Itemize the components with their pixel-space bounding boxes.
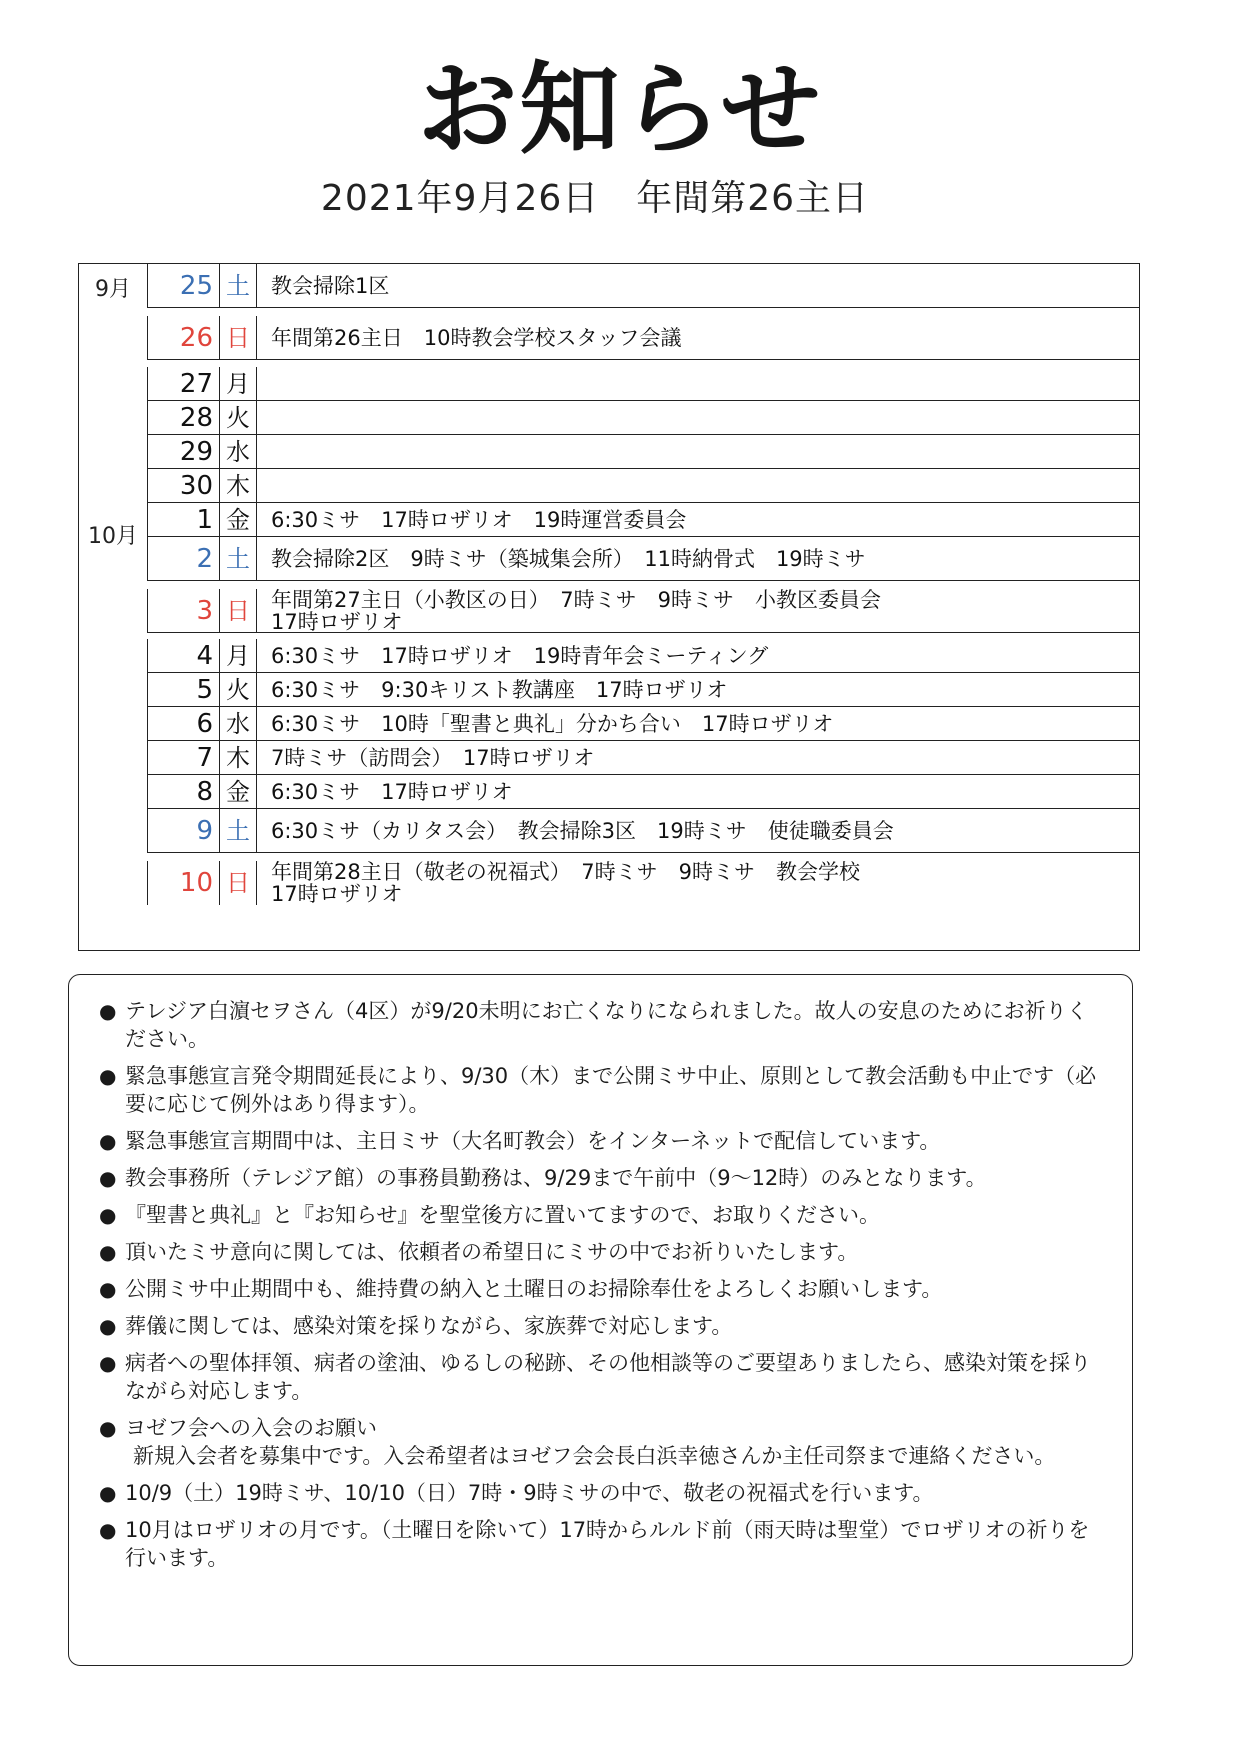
event-text: 教会掃除2区 9時ミサ（築城集会所） 11時納骨式 19時ミサ [271, 547, 866, 571]
schedule-row [147, 775, 1139, 809]
date-line: 2021年9月26日 年間第26主日 [320, 178, 870, 219]
notice-item [99, 1164, 1099, 1192]
notice-text: ヨゼフ会への入会のお願い [125, 1416, 377, 1440]
schedule-row [147, 741, 1139, 775]
day-of-week: 日 [219, 861, 257, 905]
bullet-icon: ● [99, 1314, 117, 1338]
notice-text: 葬儀に関しては、感染対策を採りながら、家族葬で対応します。 [125, 1314, 733, 1338]
day-number: 7 [147, 741, 219, 774]
notice-item [99, 1238, 1099, 1266]
notice-item [99, 1414, 1099, 1470]
schedule-row [147, 707, 1139, 741]
day-number: 27 [147, 367, 219, 400]
notice-text: 頂いたミサ意向に関しては、依頼者の希望日にミサの中でお祈りいたします。 [125, 1240, 859, 1264]
bullet-icon: ● [99, 1064, 117, 1088]
event-text: 6:30ミサ 10時「聖書と典礼」分かち合い 17時ロザリオ [271, 712, 834, 736]
event-text: 年間第26主日 10時教会学校スタッフ会議 [271, 326, 682, 350]
day-number: 6 [147, 707, 219, 740]
bullet-icon: ● [99, 1481, 117, 1505]
schedule-row [147, 861, 1139, 905]
bullet-icon: ● [99, 1416, 117, 1440]
day-of-week: 金 [219, 775, 257, 808]
schedule-row [147, 316, 1139, 360]
month-label-october: 10月 [88, 524, 138, 549]
day-of-week: 土 [219, 809, 257, 852]
schedule-row [147, 639, 1139, 673]
event-text: 6:30ミサ 9:30キリスト教講座 17時ロザリオ [271, 678, 728, 702]
event-text: 6:30ミサ（カリタス会） 教会掃除3区 19時ミサ 使徒職委員会 [271, 819, 894, 843]
day-of-week: 火 [219, 401, 257, 434]
bullet-icon: ● [99, 1240, 117, 1264]
notice-box [68, 974, 1133, 1666]
page-title: お知らせ [417, 51, 823, 168]
month-label-september: 9月 [95, 277, 131, 302]
day-number: 5 [147, 673, 219, 706]
notice-text: 緊急事態宣言期間中は、主日ミサ（大名町教会）をインターネットで配信しています。 [125, 1129, 941, 1153]
notice-item [99, 1062, 1099, 1118]
day-number: 1 [147, 503, 219, 536]
notice-subtext: 新規入会者を募集中です。入会希望者はヨゼフ会会長白浜幸徳さんか主任司祭まで連絡ください。 [133, 1444, 1056, 1468]
notice-item [99, 1479, 1099, 1507]
day-of-week: 土 [219, 537, 257, 580]
day-of-week: 木 [219, 741, 257, 774]
day-of-week: 水 [219, 435, 257, 468]
bullet-icon: ● [99, 1518, 117, 1542]
day-of-week: 水 [219, 707, 257, 740]
schedule-row [147, 401, 1139, 435]
schedule-row [147, 673, 1139, 707]
day-number: 28 [147, 401, 219, 434]
day-number: 26 [147, 316, 219, 359]
notice-item [99, 1312, 1099, 1340]
event-text: 教会掃除1区 [271, 274, 390, 298]
schedule-row [147, 809, 1139, 853]
bullet-icon: ● [99, 1129, 117, 1153]
notice-text: テレジア白濵セヲさん（4区）が9/20未明にお亡くなりになられました。故人の安息のためにお祈りください。 [125, 999, 1088, 1051]
notice-text: 10月はロザリオの月です。（土曜日を除いて）17時からルルド前（雨天時は聖堂）でロザリオの祈りを行います。 [125, 1518, 1090, 1570]
day-of-week: 土 [219, 264, 257, 307]
day-number: 10 [147, 861, 219, 905]
schedule-row [147, 537, 1139, 581]
schedule-row [147, 503, 1139, 537]
notice-text: 公開ミサ中止期間中も、維持費の納入と土曜日のお掃除奉仕をよろしくお願いします。 [125, 1277, 943, 1301]
event-text: 6:30ミサ 17時ロザリオ [271, 780, 513, 804]
notice-item [99, 1516, 1099, 1572]
notice-item [99, 1201, 1099, 1229]
bullet-icon: ● [99, 999, 117, 1023]
day-number: 29 [147, 435, 219, 468]
schedule-row [147, 589, 1139, 633]
schedule-table [78, 263, 1140, 951]
notice-text: 教会事務所（テレジア館）の事務員勤務は、9/29まで午前中（9〜12時）のみとなります。 [125, 1166, 987, 1190]
day-of-week: 日 [219, 316, 257, 359]
day-of-week: 月 [219, 367, 257, 400]
bullet-icon: ● [99, 1166, 117, 1190]
notice-text: 『聖書と典礼』と『お知らせ』を聖堂後方に置いてますので、お取りください。 [125, 1203, 880, 1227]
day-of-week: 日 [219, 589, 257, 632]
notice-text: 10/9（土）19時ミサ、10/10（日）7時・9時ミサの中で、敬老の祝福式を行います。 [125, 1481, 934, 1505]
day-of-week: 木 [219, 469, 257, 502]
notice-list [99, 997, 1099, 1581]
bullet-icon: ● [99, 1277, 117, 1301]
notice-text: 緊急事態宣言発令期間延長により、9/30（木）まで公開ミサ中止、原則として教会活動も中止です（必要に応じて例外はあり得ます）。 [125, 1064, 1097, 1116]
day-number: 30 [147, 469, 219, 502]
schedule-row [147, 367, 1139, 401]
schedule-row [147, 469, 1139, 503]
day-of-week: 火 [219, 673, 257, 706]
bullet-icon: ● [99, 1351, 117, 1375]
event-text: 6:30ミサ 17時ロザリオ 19時青年会ミーティング [271, 644, 769, 668]
event-text: 年間第28主日（敬老の祝福式） 7時ミサ 9時ミサ 教会学校 17時ロザリオ [271, 860, 860, 906]
day-number: 8 [147, 775, 219, 808]
day-number: 2 [147, 537, 219, 580]
bullet-icon: ● [99, 1203, 117, 1227]
notice-text: 病者への聖体拝領、病者の塗油、ゆるしの秘跡、その他相談等のご要望ありましたら、感染対策を採りながら対応します。 [125, 1351, 1091, 1403]
notice-item [99, 1127, 1099, 1155]
day-number: 3 [147, 589, 219, 632]
notice-item [99, 1349, 1099, 1405]
schedule-row [147, 435, 1139, 469]
event-text: 7時ミサ（訪問会） 17時ロザリオ [271, 746, 595, 770]
day-number: 9 [147, 809, 219, 852]
event-text: 年間第27主日（小教区の日） 7時ミサ 9時ミサ 小教区委員会 17時ロザリオ [271, 588, 881, 634]
day-number: 25 [147, 264, 219, 307]
notice-item [99, 1275, 1099, 1303]
day-of-week: 月 [219, 639, 257, 672]
schedule-row [147, 264, 1139, 308]
event-text: 6:30ミサ 17時ロザリオ 19時運営委員会 [271, 508, 687, 532]
day-number: 4 [147, 639, 219, 672]
day-of-week: 金 [219, 503, 257, 536]
notice-item [99, 997, 1099, 1053]
